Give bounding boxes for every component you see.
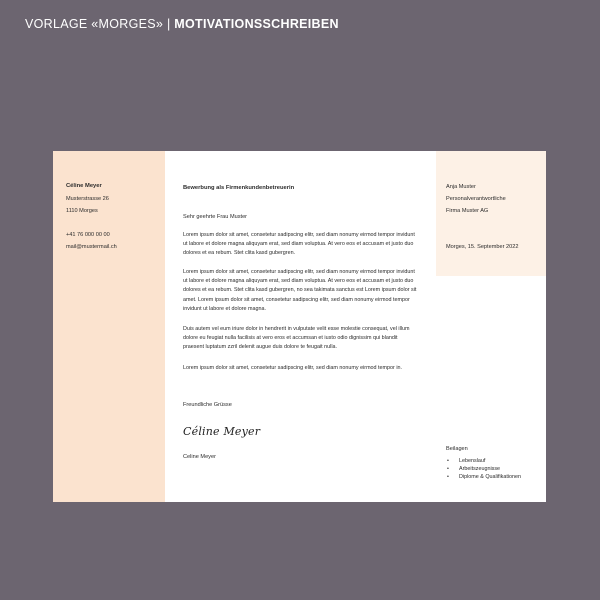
sender-email: mail@mustermail.ch: [66, 244, 117, 250]
list-item: • Diplome & Qualifikationen: [446, 473, 521, 481]
letter-salutation: Sehr geehrte Frau Muster: [183, 214, 248, 220]
sender-sidebar: [53, 151, 165, 502]
recipient-name: Anja Muster: [446, 184, 476, 190]
signer-name: Celine Meyer: [183, 454, 216, 460]
enclosures-list: [446, 457, 521, 482]
recipient-company: Firma Muster AG: [446, 208, 489, 214]
place-date: Morges, 15. September 2022: [446, 244, 519, 250]
page-title: [25, 17, 339, 31]
recipient-role: Personalverantwortliche: [446, 196, 506, 202]
sender-street: Musterstrasse 26: [66, 196, 109, 202]
sender-city: 1110 Morges: [66, 208, 98, 214]
letter-closing: Freundliche Grüsse: [183, 402, 232, 408]
list-item: • Arbeitszeugnisse: [446, 465, 521, 473]
sender-phone: +41 76 000 00 00: [66, 232, 110, 238]
letter-paragraph: Lorem ipsum dolor sit amet, consetetur sadipscing elitr, sed diam nonumy eirmod tempor invidunt ut labore et dolore magna aliquyam erat, sed diam voluptua. At vero eos et accusam et justo duo dolores et ea rebum. Stet clita kasd gubergren, no sea takimata sanctus est Lorem ipsum dolor sit amet. Lorem ipsum dolor sit amet, consetetur sadipscing elitr, sed diam nonumy eirmod tempor invidunt ut labore et dolore magna.: [183, 269, 417, 312]
list-item: • Lebenslauf: [446, 457, 521, 465]
letter-paragraph: Lorem ipsum dolor sit amet, consetetur sadipscing elitr, sed diam nonumy eirmod tempor invidunt ut labore et dolore magna aliquyam erat, sed diam voluptua. At vero eos et accusam et justo duo dolores et ea rebum. Stet clita kasd gubergren.: [183, 232, 415, 257]
letter-paragraph: Lorem ipsum dolor sit amet, consetetur sadipscing elitr, sed diam nonumy eirmod tempor in.: [183, 365, 403, 371]
sender-name: Céline Meyer: [66, 183, 102, 189]
page-title-main: MOTIVATIONSSCHREIBEN: [174, 17, 339, 31]
enclosures-title: Beilagen: [446, 446, 468, 452]
letter-paragraph: Duis autem vel eum iriure dolor in hendrerit in vulputate velit esse molestie consequat, vel illum dolore eu feugiat nulla facilisis at vero eros et accumsan et iusto odio dignissim qui blandit praesent luptatum zzril delenit augue duis dolore te feugait nulla.: [183, 326, 410, 351]
letter-document: [53, 151, 546, 502]
letter-subject: Bewerbung als Firmenkundenbetreuerin: [183, 185, 295, 191]
handwritten-signature: Céline Meyer: [183, 425, 261, 438]
page-title-prefix: VORLAGE «MORGES» |: [25, 17, 175, 31]
